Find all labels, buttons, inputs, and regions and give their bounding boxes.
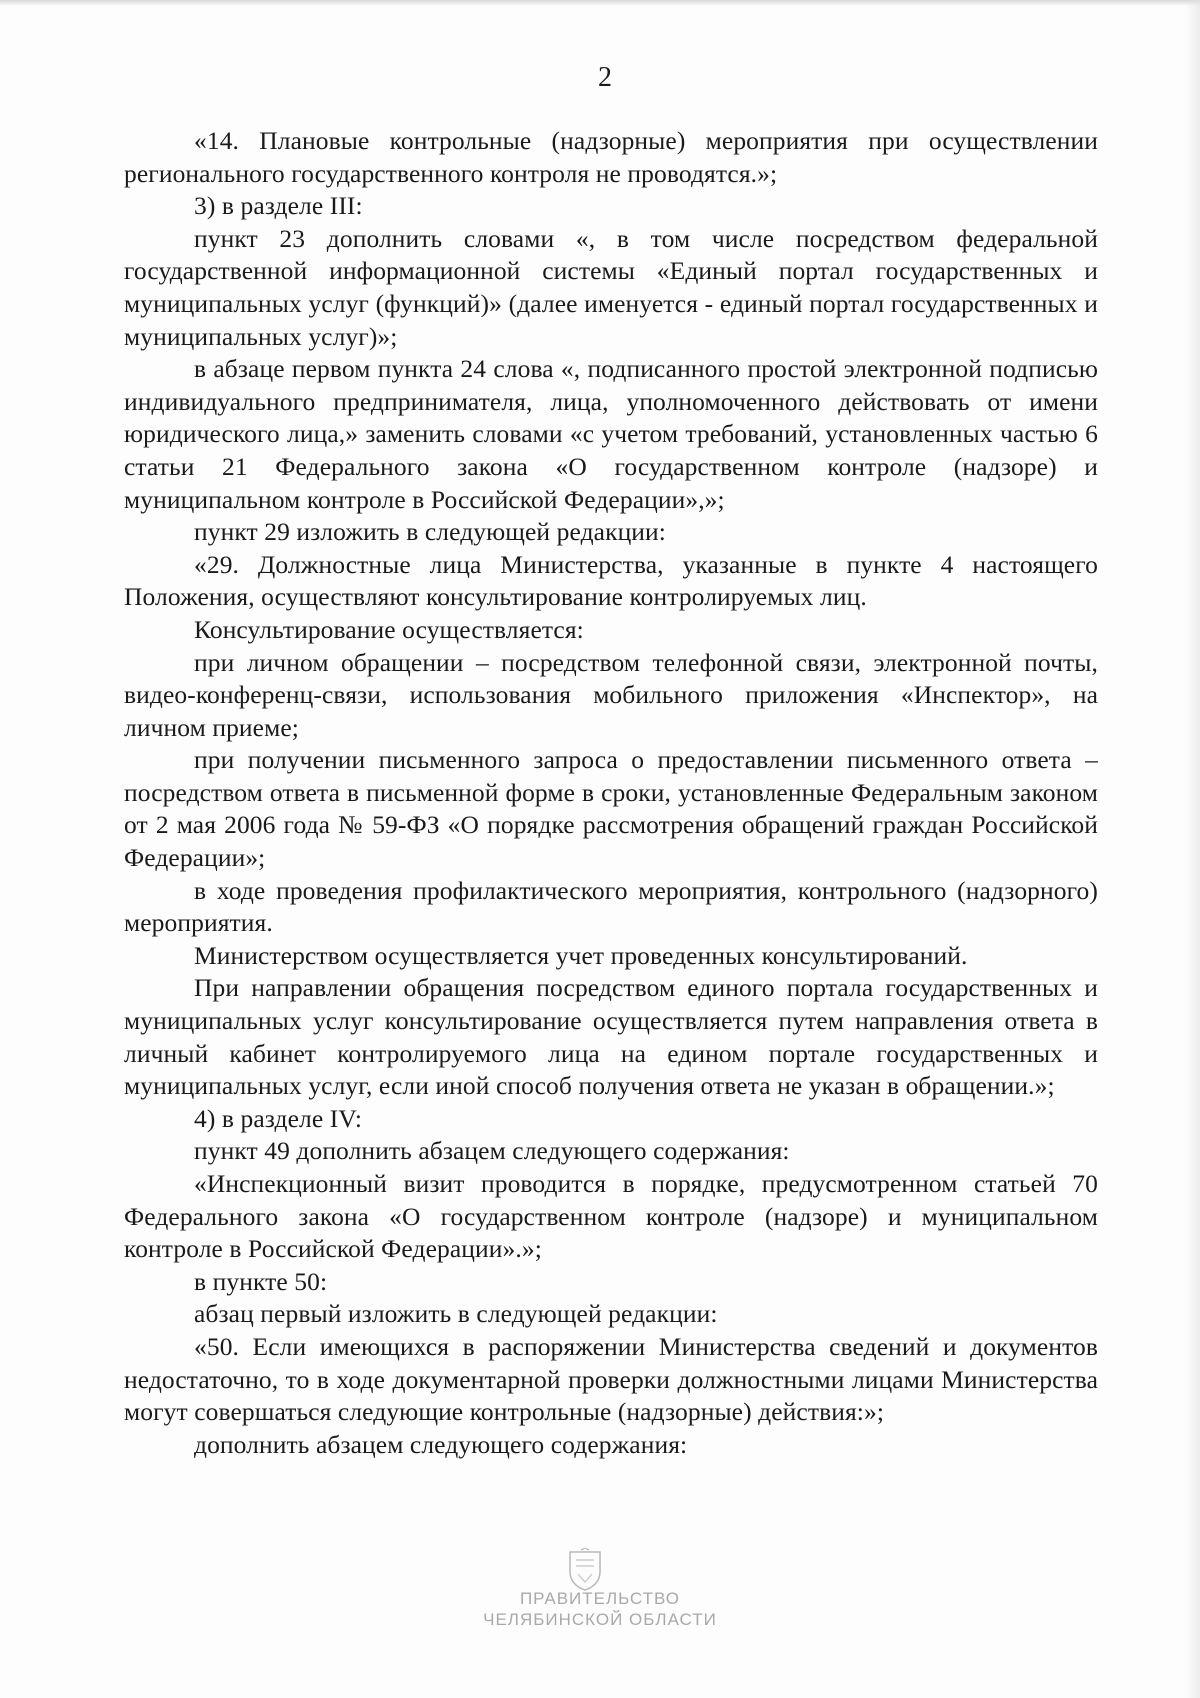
paragraph-10: в ходе проведения профилактического мероприятия, контрольного (надзорного) мероприятия. xyxy=(124,875,1098,938)
paragraph-18: «50. Если имеющихся в распоряжении Министерства сведений и документов недостаточно, то в ходе документарной проверки должностными лицами Министерства могут совершаться следующие контрольные (надзорные) действия:»; xyxy=(124,1331,1098,1427)
paragraph-14: пункт 49 дополнить абзацем следующего содержания: xyxy=(194,1136,790,1166)
paragraph-12: При направлении обращения посредством единого портала государственных и муниципальных услуг консультирование осуществляется путем направления ответа в личный кабинет контролируемого лица на едином портале государственных и муниципальных услуг, если иной способ получения ответа не указан в обращении.»; xyxy=(124,973,1098,1101)
paragraph-8: при личном обращении – посредством телефонной связи, электронной почты, видео-конференц-связи, использования мобильного приложения «Инспектор», на личном приеме; xyxy=(124,647,1098,742)
paragraph-2: 3) в разделе III: xyxy=(194,191,363,221)
paragraph-3: пункт 23 дополнить словами «, в том числе посредством федеральной государственной информационной системы «Единый портал государственных и муниципальных услуг (функций)» (далее именуется - единый портал государственных и муниципальных услуг)»; xyxy=(124,223,1098,351)
page-number: 2 xyxy=(598,62,612,93)
paragraph-15: «Инспекционный визит проводится в порядке, предусмотренном статьей 70 Федерального закона «О государственном контроле (надзоре) и муниципальном контроле в Российской Федерации».»; xyxy=(124,1169,1098,1264)
paragraph-16: в пункте 50: xyxy=(194,1266,328,1296)
scan-top-edge xyxy=(0,0,1200,6)
stamp-line-1: ПРАВИТЕЛЬСТВО xyxy=(519,1589,681,1608)
paragraph-11: Министерством осуществляется учет проведенных консультирований. xyxy=(194,940,968,970)
paragraph-17: абзац первый изложить в следующей редакции: xyxy=(194,1299,718,1329)
stamp-line-2: ЧЕЛЯБИНСКОЙ ОБЛАСТИ xyxy=(483,1610,717,1629)
scan-right-edge xyxy=(1186,0,1200,1698)
paragraph-1: «14. Плановые контрольные (надзорные) мероприятия при осуществлении регионального государственного контроля не проводятся.»; xyxy=(124,126,1098,188)
paragraph-19: дополнить абзацем следующего содержания: xyxy=(194,1429,688,1459)
paragraph-9: при получении письменного запроса о предоставлении письменного ответа – посредством ответа в письменной форме в сроки, установленные Федеральным законом от 2 мая 2006 года № 59-ФЗ «О порядке рассмотрения обращений граждан Российской Федерации»; xyxy=(124,745,1098,873)
paragraph-7: Консультирование осуществляется: xyxy=(194,614,584,644)
paragraph-13: 4) в разделе IV: xyxy=(194,1103,363,1133)
government-stamp xyxy=(0,1588,1200,1630)
coat-of-arms-icon xyxy=(566,1548,604,1592)
paragraph-5: пункт 29 изложить в следующей редакции: xyxy=(194,517,666,547)
document-body xyxy=(124,125,1098,1461)
paragraph-6: «29. Должностные лица Министерства, указанные в пункте 4 настоящего Положения, осуществляют консультирование контролируемых лиц. xyxy=(124,549,1098,612)
paragraph-4: в абзаце первом пункта 24 слова «, подписанного простой электронной подписью индивидуального предпринимателя, лица, уполномоченного действовать от имени юридического лица,» заменить словами «с учетом требований, установленных частью 6 статьи 21 Федерального закона «О государственном контроле (надзоре) и муниципальном контроле в Российской Федерации»,»; xyxy=(124,354,1098,514)
